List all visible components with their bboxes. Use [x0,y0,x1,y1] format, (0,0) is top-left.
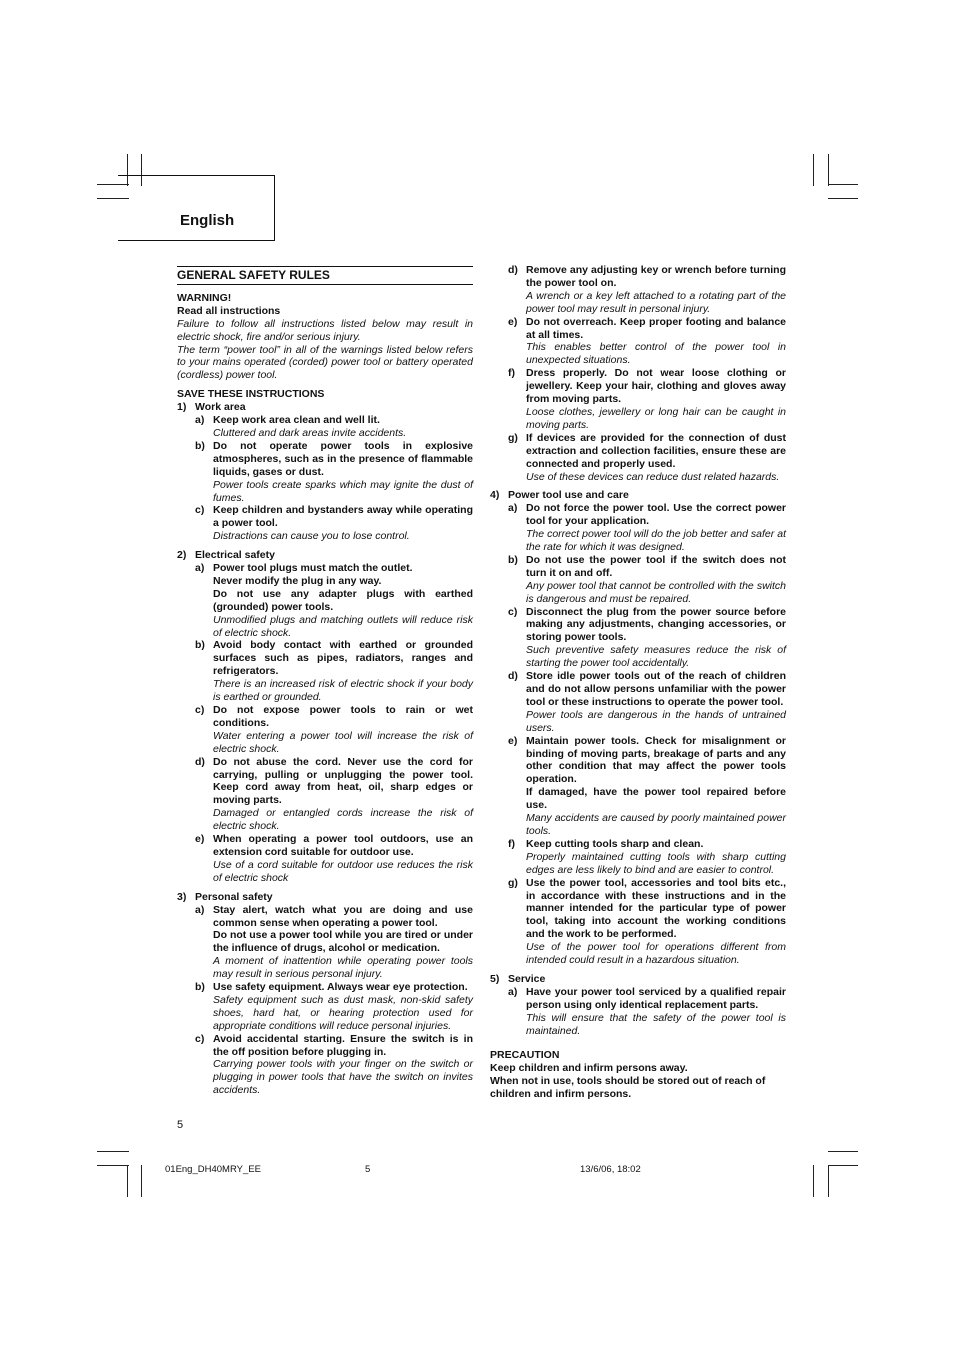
item-explanation: Any power tool that cannot be controlled with the switch is dangerous and must be repaired. [526,579,786,605]
list-item [195,704,473,756]
item-letter: c) [195,504,205,517]
item-letter: d) [508,670,518,683]
section-title: Service [508,972,546,985]
item-explanation: The correct power tool will do the job better and safer at the rate for which it was designed. [526,528,786,554]
item-letter: c) [195,1032,205,1045]
list-item [508,432,786,484]
section-items-continued [490,264,786,483]
item-body [526,986,786,1038]
footer-page: 5 [365,1164,371,1175]
section-number: 2) [177,549,187,562]
item-letter: a) [508,985,518,998]
item-letter: a) [195,562,205,575]
footer-file: 01Eng_DH40MRY_EE [165,1164,261,1175]
item-instruction: Use the power tool, accessories and tool bits etc., in accordance with these instructions and in the manner intended for the particular type of power tool, taking into account the working conditions and the work to be performed. [526,876,786,941]
crop-mark [127,1165,128,1197]
section-number: 3) [177,890,187,903]
crop-mark [828,198,858,199]
list-item [195,756,473,833]
item-body [213,904,473,981]
crop-mark [828,1165,858,1166]
item-letter: b) [195,439,205,452]
item-letter: g) [508,876,518,889]
list-item [508,367,786,432]
item-explanation: This will ensure that the safety of the power tool is maintained. [526,1011,786,1037]
item-explanation: A wrench or a key left attached to a rotating part of the power tool may result in personal injury. [526,289,786,315]
list-item [195,440,473,505]
language-tab-box [118,175,275,241]
section [490,489,786,967]
item-explanation: Loose clothes, jewellery or long hair can be caught in moving parts. [526,405,786,431]
section-title: Personal safety [195,890,273,903]
item-instruction: Do not force the power tool. Use the correct power tool for your application. [526,502,786,528]
item-body [213,414,473,440]
item-explanation: Safety equipment such as dust mask, non-skid safety shoes, hard hat, or hearing protection used for appropriate conditions will reduce personal injuries. [213,993,473,1032]
item-letter: a) [195,414,205,427]
item-explanation: Unmodified plugs and matching outlets will reduce risk of electric shock. [213,613,473,639]
item-instruction: Avoid body contact with earthed or grounded surfaces such as pipes, radiators, ranges and refrigerators. [213,639,473,678]
section-title: Work area [195,401,246,414]
section [177,549,473,885]
item-instruction: Power tool plugs must match the outlet. [213,562,413,575]
item-letter: b) [195,981,205,994]
section-heading [177,891,473,904]
item-explanation: Cluttered and dark areas invite accidents. [213,426,407,439]
list-item [195,504,473,543]
item-body [526,264,786,316]
section-number: 1) [177,401,187,414]
item-letter: c) [195,704,205,716]
crop-mark [828,1165,829,1197]
section-number: 4) [490,489,500,502]
save-instructions: SAVE THESE INSTRUCTIONS [177,388,325,401]
list-item [508,735,786,838]
item-explanation: Such preventive safety measures reduce the risk of starting the power tool accidentally. [526,644,786,670]
item-explanation: Distractions can cause you to lose control. [213,530,410,543]
item-letter: f) [508,837,515,850]
crop-mark [141,1165,142,1197]
item-body [213,756,473,833]
section-heading [177,401,473,414]
left-column [177,266,473,1109]
list-item [508,986,786,1038]
item-explanation: Carrying power tools with your finger on the switch or plugging in power tools that have the switch on invites accidents. [213,1058,473,1097]
item-instruction: Do not use any adapter plugs with earthed (grounded) power tools. [213,587,473,613]
section [177,401,473,543]
item-body [213,639,473,704]
crop-mark [97,1151,129,1152]
item-instruction: If devices are provided for the connection of dust extraction and collection facilities, ensure these are connected and properly used. [526,431,786,470]
item-letter: b) [508,553,518,566]
section-items [177,904,473,1098]
item-body [213,704,473,756]
item-instruction: Do not expose power tools to rain or wet conditions. [213,704,473,729]
item-letter: e) [508,734,518,747]
crop-mark [97,1165,129,1166]
list-item [508,838,786,877]
list-item [195,639,473,704]
item-body [213,440,473,505]
list-item [195,904,473,981]
item-letter: c) [508,605,518,618]
crop-mark [828,184,858,185]
item-letter: a) [195,903,205,916]
section-items [177,562,473,885]
item-body [213,833,473,885]
item-explanation: A moment of inattention while operating power tools may result in serious personal injury. [213,955,473,981]
item-body [526,367,786,432]
list-item [508,554,786,606]
item-letter: e) [508,315,518,328]
item-instruction: Do not abuse the cord. Never use the cord for carrying, pulling or unplugging the power tool. Keep cord away from heat, oil, sharp edges or moving parts. [213,755,473,807]
section-heading [490,973,786,986]
list-item [195,981,473,1033]
list-item [195,414,473,440]
item-instruction: Use safety equipment. Always wear eye protection. [213,981,468,994]
item-explanation: Use of the power tool for operations different from intended could result in a hazardous situation. [526,941,786,967]
right-column [490,264,786,1101]
item-instruction: Store idle power tools out of the reach of children and do not allow persons unfamiliar with the power tool or these instructions to operate the power tool. [526,670,786,708]
item-explanation: There is an increased risk of electric shock if your body is earthed or grounded. [213,678,473,704]
section [490,973,786,1038]
item-instruction: Stay alert, watch what you are doing and use common sense when operating a power tool. [213,903,473,929]
section-items [490,502,786,967]
item-instruction: Remove any adjusting key or wrench before turning the power tool on. [526,264,786,289]
section-title: Electrical safety [195,549,275,562]
item-letter: f) [508,367,515,380]
page-number: 5 [177,1119,184,1131]
item-instruction: Do not use the power tool if the switch does not turn it on and off. [526,553,786,579]
item-explanation: Water entering a power tool will increase the risk of electric shock. [213,729,473,755]
item-body [213,562,473,639]
item-explanation: Power tools create sparks which may ignite the dust of fumes. [213,478,473,504]
precaution-line: Keep children and infirm persons away. [490,1062,688,1075]
item-instruction: When operating a power tool outdoors, use an extension cord suitable for outdoor use. [213,833,473,858]
list-item [195,1033,473,1098]
item-body [213,981,473,1033]
precaution-heading: PRECAUTION [490,1049,560,1062]
item-instruction: Avoid accidental starting. Ensure the switch is in the off position before plugging in. [213,1032,473,1058]
warning-text: The term “power tool” in all of the warnings listed below refers to your mains operated (corded) power tool or battery operated (cordless) power tool. [177,343,473,382]
list-item [508,316,786,368]
crop-mark [813,1165,814,1197]
list-item [508,670,786,735]
item-instruction: Keep cutting tools sharp and clean. [526,837,704,850]
item-body [526,606,786,671]
warning-read: Read all instructions [177,304,281,317]
item-instruction: Do not use a power tool while you are tired or under the influence of drugs, alcohol or medication. [213,929,473,955]
item-letter: b) [195,639,205,652]
language-tab-label: English [180,212,235,229]
section-heading [177,549,473,562]
list-item [508,264,786,316]
item-instruction: Dress properly. Do not wear loose clothing or jewellery. Keep your hair, clothing and gloves away from moving parts. [526,367,786,406]
section-items [490,986,786,1038]
item-body [213,1033,473,1098]
item-explanation: Many accidents are caused by poorly maintained power tools. [526,812,786,837]
item-explanation: Use of a cord suitable for outdoor use reduces the risk of electric shock [213,858,473,884]
item-instruction: Do not overreach. Keep proper footing and balance at all times. [526,315,786,341]
item-instruction: Maintain power tools. Check for misalignment or binding of moving parts, breakage of parts and any other condition that may affect the power tools operation. [526,734,786,786]
list-item [195,833,473,885]
item-body [526,877,786,967]
sections-right [490,264,786,1043]
item-body [526,432,786,484]
section-heading [490,489,786,502]
warning-text: Failure to follow all instructions listed below may result in electric shock, fire and/or serious injury. [177,317,473,343]
item-instruction: Disconnect the plug from the power source before making any adjustments, changing accessories, or storing power tools. [526,605,786,644]
section [177,891,473,1098]
crop-mark [828,1151,858,1152]
item-letter: a) [508,502,518,515]
item-explanation: Use of these devices can reduce dust related hazards. [526,470,780,483]
section-items [177,414,473,543]
item-body [526,838,786,877]
item-instruction: If damaged, have the power tool repaired before use. [526,786,786,812]
section-title: GENERAL SAFETY RULES [177,267,473,285]
list-item [508,502,786,554]
item-instruction: Never modify the plug in any way. [213,574,382,587]
list-item [508,606,786,671]
list-item [508,877,786,967]
section-number: 5) [490,972,500,985]
item-explanation: Power tools are dangerous in the hands of untrained users. [526,708,786,734]
item-explanation: Damaged or entangled cords increase the risk of electric shock. [213,807,473,833]
item-instruction: Keep work area clean and well lit. [213,414,380,427]
item-body [213,504,473,543]
item-letter: d) [195,755,205,768]
sections-left [177,401,473,1103]
item-instruction: Keep children and bystanders away while operating a power tool. [213,504,473,530]
section-title: Power tool use and care [508,489,629,502]
item-body [526,670,786,735]
list-item [195,562,473,639]
item-explanation: This enables better control of the power tool in unexpected situations. [526,341,786,367]
precaution-line: When not in use, tools should be stored out of reach of children and infirm persons. [490,1075,766,1101]
item-body [526,502,786,554]
item-body [526,735,786,838]
item-letter: d) [508,264,518,276]
item-instruction: Have your power tool serviced by a qualified repair person using only identical replacement parts. [526,985,786,1011]
warning-heading: WARNING! [177,291,232,304]
item-letter: g) [508,431,518,444]
item-body [526,316,786,368]
crop-mark [828,154,829,186]
item-letter: e) [195,833,205,846]
footer-date: 13/6/06, 18:02 [580,1164,641,1175]
item-body [526,554,786,606]
item-instruction: Do not operate power tools in explosive atmospheres, such as in the presence of flammable liquids, gases or dust. [213,439,473,478]
item-explanation: Properly maintained cutting tools with sharp cutting edges are less likely to bind and are easier to control. [526,850,786,876]
crop-mark [813,154,814,186]
